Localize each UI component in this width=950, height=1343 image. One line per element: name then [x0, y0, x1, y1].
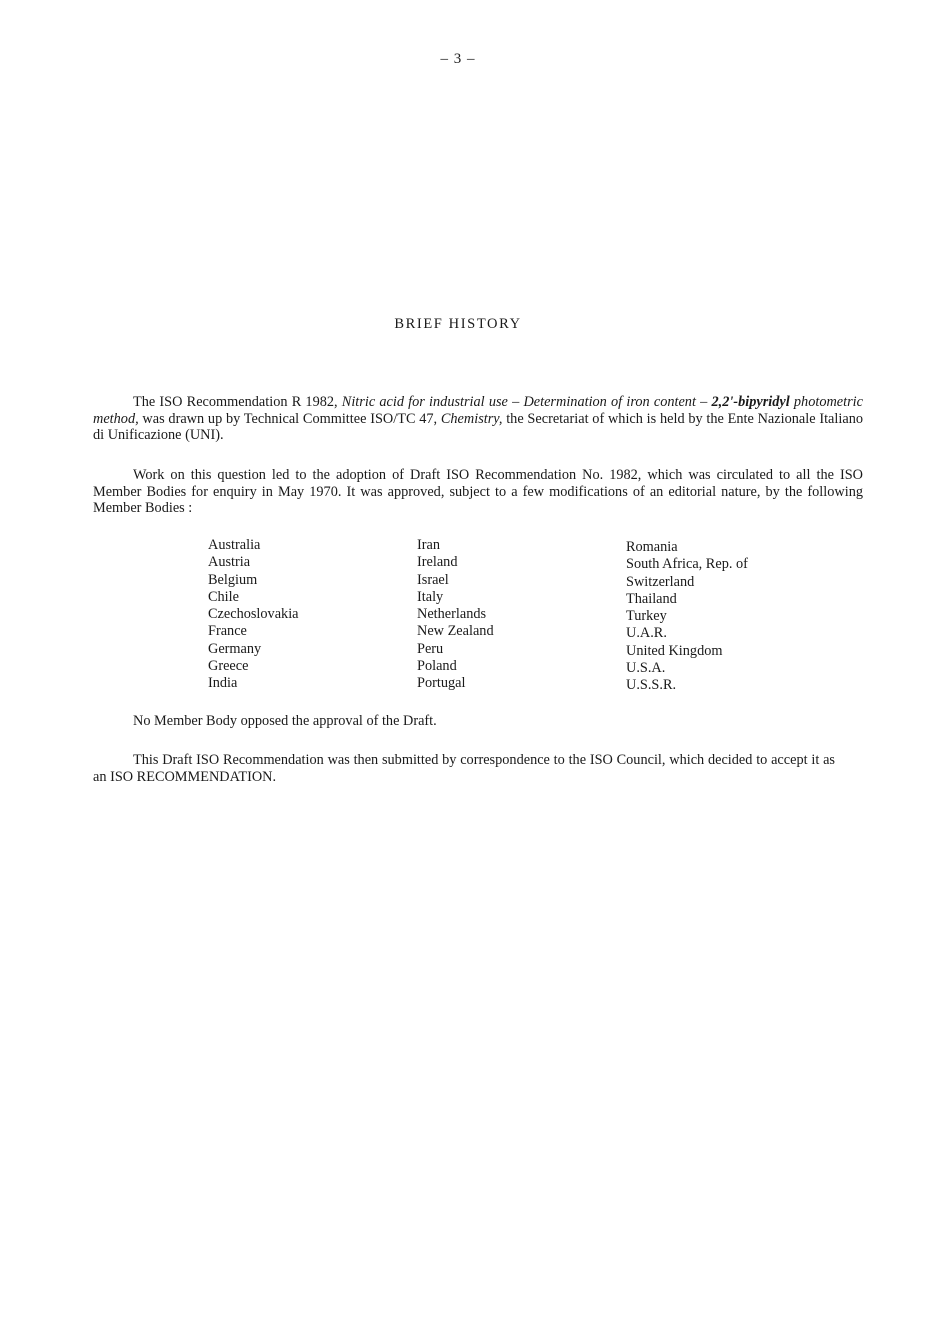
member-body: Poland: [417, 658, 457, 675]
history-paragraph-1: [93, 394, 863, 444]
p1-text-b: was drawn up by Technical Committee ISO/TC 47,: [138, 410, 441, 427]
member-body: U.S.S.R.: [626, 677, 677, 694]
section-heading: BRIEF HISTORY: [394, 316, 522, 332]
history-paragraph-3: [93, 713, 863, 730]
member-body: New Zealand: [417, 623, 494, 640]
p1-text-c: the Secretariat of which is held by the Ente Nazionale Italiano di Unificazione (UNI).: [93, 410, 863, 443]
member-body: Peru: [417, 640, 444, 657]
p1-text-a: The ISO Recommendation R 1982,: [133, 394, 342, 410]
member-body: Belgium: [208, 571, 258, 588]
history-paragraph-2: [93, 467, 863, 517]
member-body: Israel: [417, 571, 449, 588]
member-body: Portugal: [417, 675, 466, 692]
member-body: Switzerland: [626, 573, 695, 590]
member-bodies-column-2: [417, 537, 494, 693]
p3-text: No Member Body opposed the approval of the Draft.: [133, 713, 437, 729]
member-body: U.S.A.: [626, 660, 666, 677]
member-body: Ireland: [417, 554, 458, 571]
member-body: Chile: [208, 588, 239, 605]
p1-committee-italic: Chemistry,: [440, 410, 503, 427]
member-body: South Africa, Rep. of: [626, 556, 748, 573]
p4-text: This Draft ISO Recommendation was then submitted by correspondence to the ISO Council, which decided to accept it as an ISO RECOMMENDATION.: [93, 752, 835, 785]
page-number: – 3 –: [440, 51, 476, 67]
member-bodies-column-1: [208, 537, 299, 693]
member-body: United Kingdom: [626, 642, 723, 659]
member-body: Turkey: [626, 608, 667, 625]
member-body: Iran: [417, 537, 441, 553]
member-body: India: [208, 675, 238, 692]
member-body: Romania: [626, 539, 678, 555]
p1-title-italic-2: photometric method,: [93, 394, 863, 427]
member-body: Italy: [417, 588, 444, 605]
member-body: Greece: [208, 658, 249, 675]
p2-text: Work on this question led to the adoption of Draft ISO Recommendation No. 1982, which was circulated to all the ISO Member Bodies for enquiry in May 1970. It was approved, subject to a few modifications of an editorial nature, by the following Member Bodies :: [93, 467, 863, 516]
member-body: Austria: [208, 554, 251, 571]
member-body: U.A.R.: [626, 625, 667, 642]
member-body: Australia: [208, 537, 261, 553]
p1-title-bold-italic: 2,2'-bipyridyl: [711, 394, 790, 410]
history-paragraph-4: [93, 752, 835, 785]
member-body: France: [208, 623, 247, 640]
p1-title-italic: Nitric acid for industrial use – Determination of iron content –: [341, 394, 712, 410]
member-body: Germany: [208, 640, 262, 657]
member-bodies-column-3: [626, 539, 748, 695]
member-body: Thailand: [626, 590, 677, 607]
member-body: Netherlands: [417, 606, 487, 623]
member-body: Czechoslovakia: [208, 606, 299, 623]
